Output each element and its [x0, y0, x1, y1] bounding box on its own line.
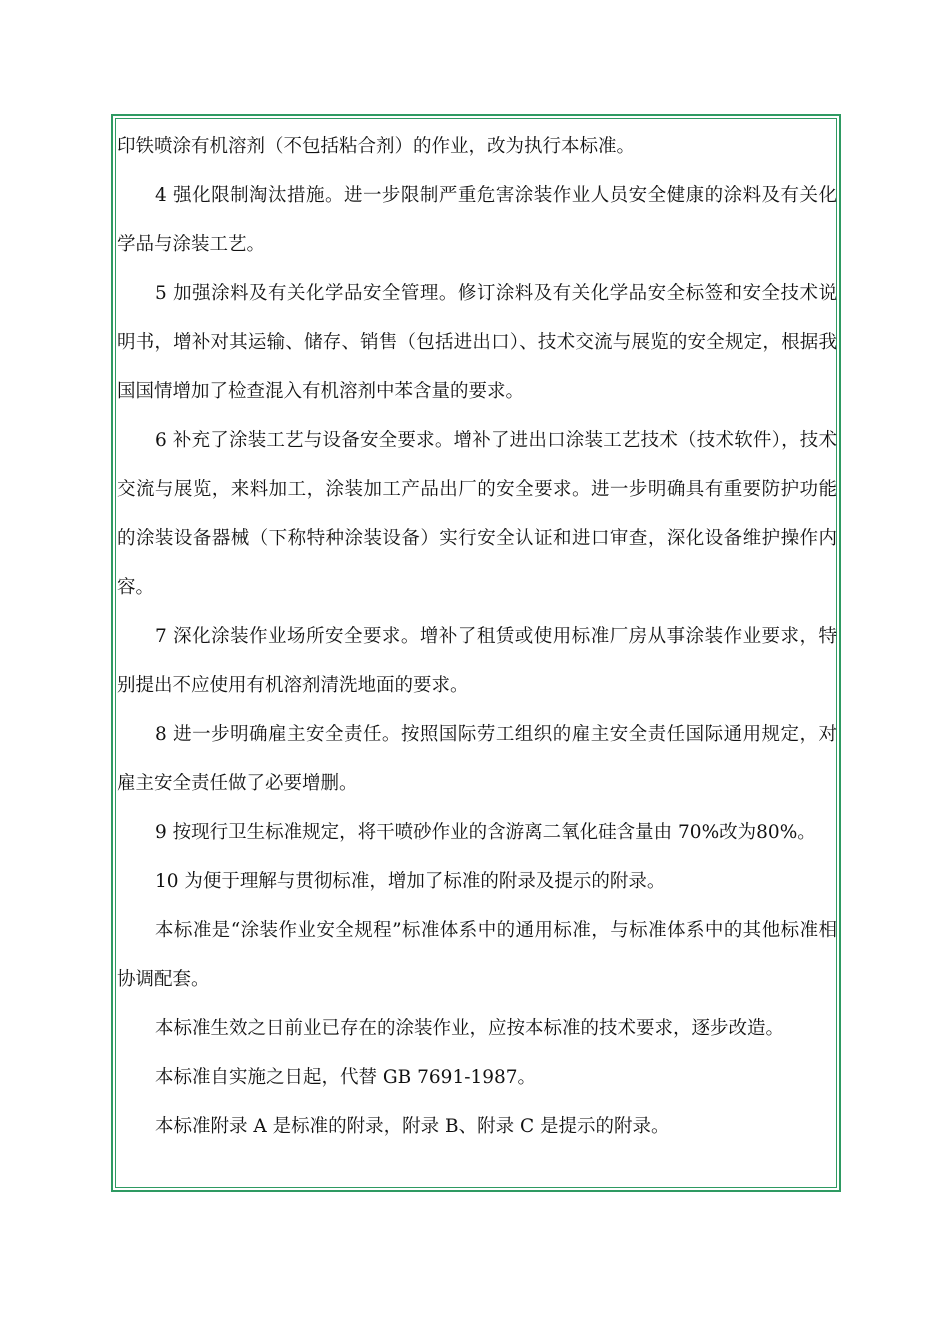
paragraph-appendices: 本标准附录 A 是标准的附录，附录 B、附录 C 是提示的附录。	[155, 1116, 670, 1137]
paragraph-item-8: 8 进一步明确雇主安全责任。按照国际劳工组织的雇主安全责任国际通用规定，对雇主安全责任做了必要增删。	[117, 724, 837, 794]
paragraph-item-10: 10 为便于理解与贯彻标准，增加了标准的附录及提示的附录。	[155, 871, 666, 892]
document-body	[117, 122, 837, 1151]
paragraph-continuation: 印铁喷涂有机溶剂（不包括粘合剂）的作业，改为执行本标准。	[117, 136, 636, 157]
paragraph-item-6: 6 补充了涂装工艺与设备安全要求。增补了进出口涂装工艺技术（技术软件），技术交流与展览，来料加工，涂装加工产品出厂的安全要求。进一步明确具有重要防护功能的涂装设备器械（下称特种涂装设备）实行安全认证和进口审查，深化设备维护操作内容。	[117, 430, 837, 598]
paragraph-item-4: 4 强化限制淘汰措施。进一步限制严重危害涂装作业人员安全健康的涂料及有关化学品与涂装工艺。	[117, 185, 837, 255]
paragraph-standard-system: 本标准是“涂装作业安全规程”标准体系中的通用标准，与标准体系中的其他标准相协调配套。	[117, 920, 837, 990]
paragraph-item-9: 9 按现行卫生标准规定，将干喷砂作业的含游离二氧化硅含量由 70%改为80%。	[155, 822, 816, 843]
paragraph-replaces: 本标准自实施之日起，代替 GB 7691-1987。	[155, 1067, 537, 1088]
paragraph-item-7: 7 深化涂装作业场所安全要求。增补了租赁或使用标准厂房从事涂装作业要求，特别提出不应使用有机溶剂清洗地面的要求。	[117, 626, 837, 696]
paragraph-item-5: 5 加强涂料及有关化学品安全管理。修订涂料及有关化学品安全标签和安全技术说明书，增补对其运输、储存、销售（包括进出口）、技术交流与展览的安全规定，根据我国国情增加了检查混入有机溶剂中苯含量的要求。	[117, 283, 837, 402]
paragraph-existing-operations: 本标准生效之日前业已存在的涂装作业，应按本标准的技术要求，逐步改造。	[155, 1018, 785, 1039]
